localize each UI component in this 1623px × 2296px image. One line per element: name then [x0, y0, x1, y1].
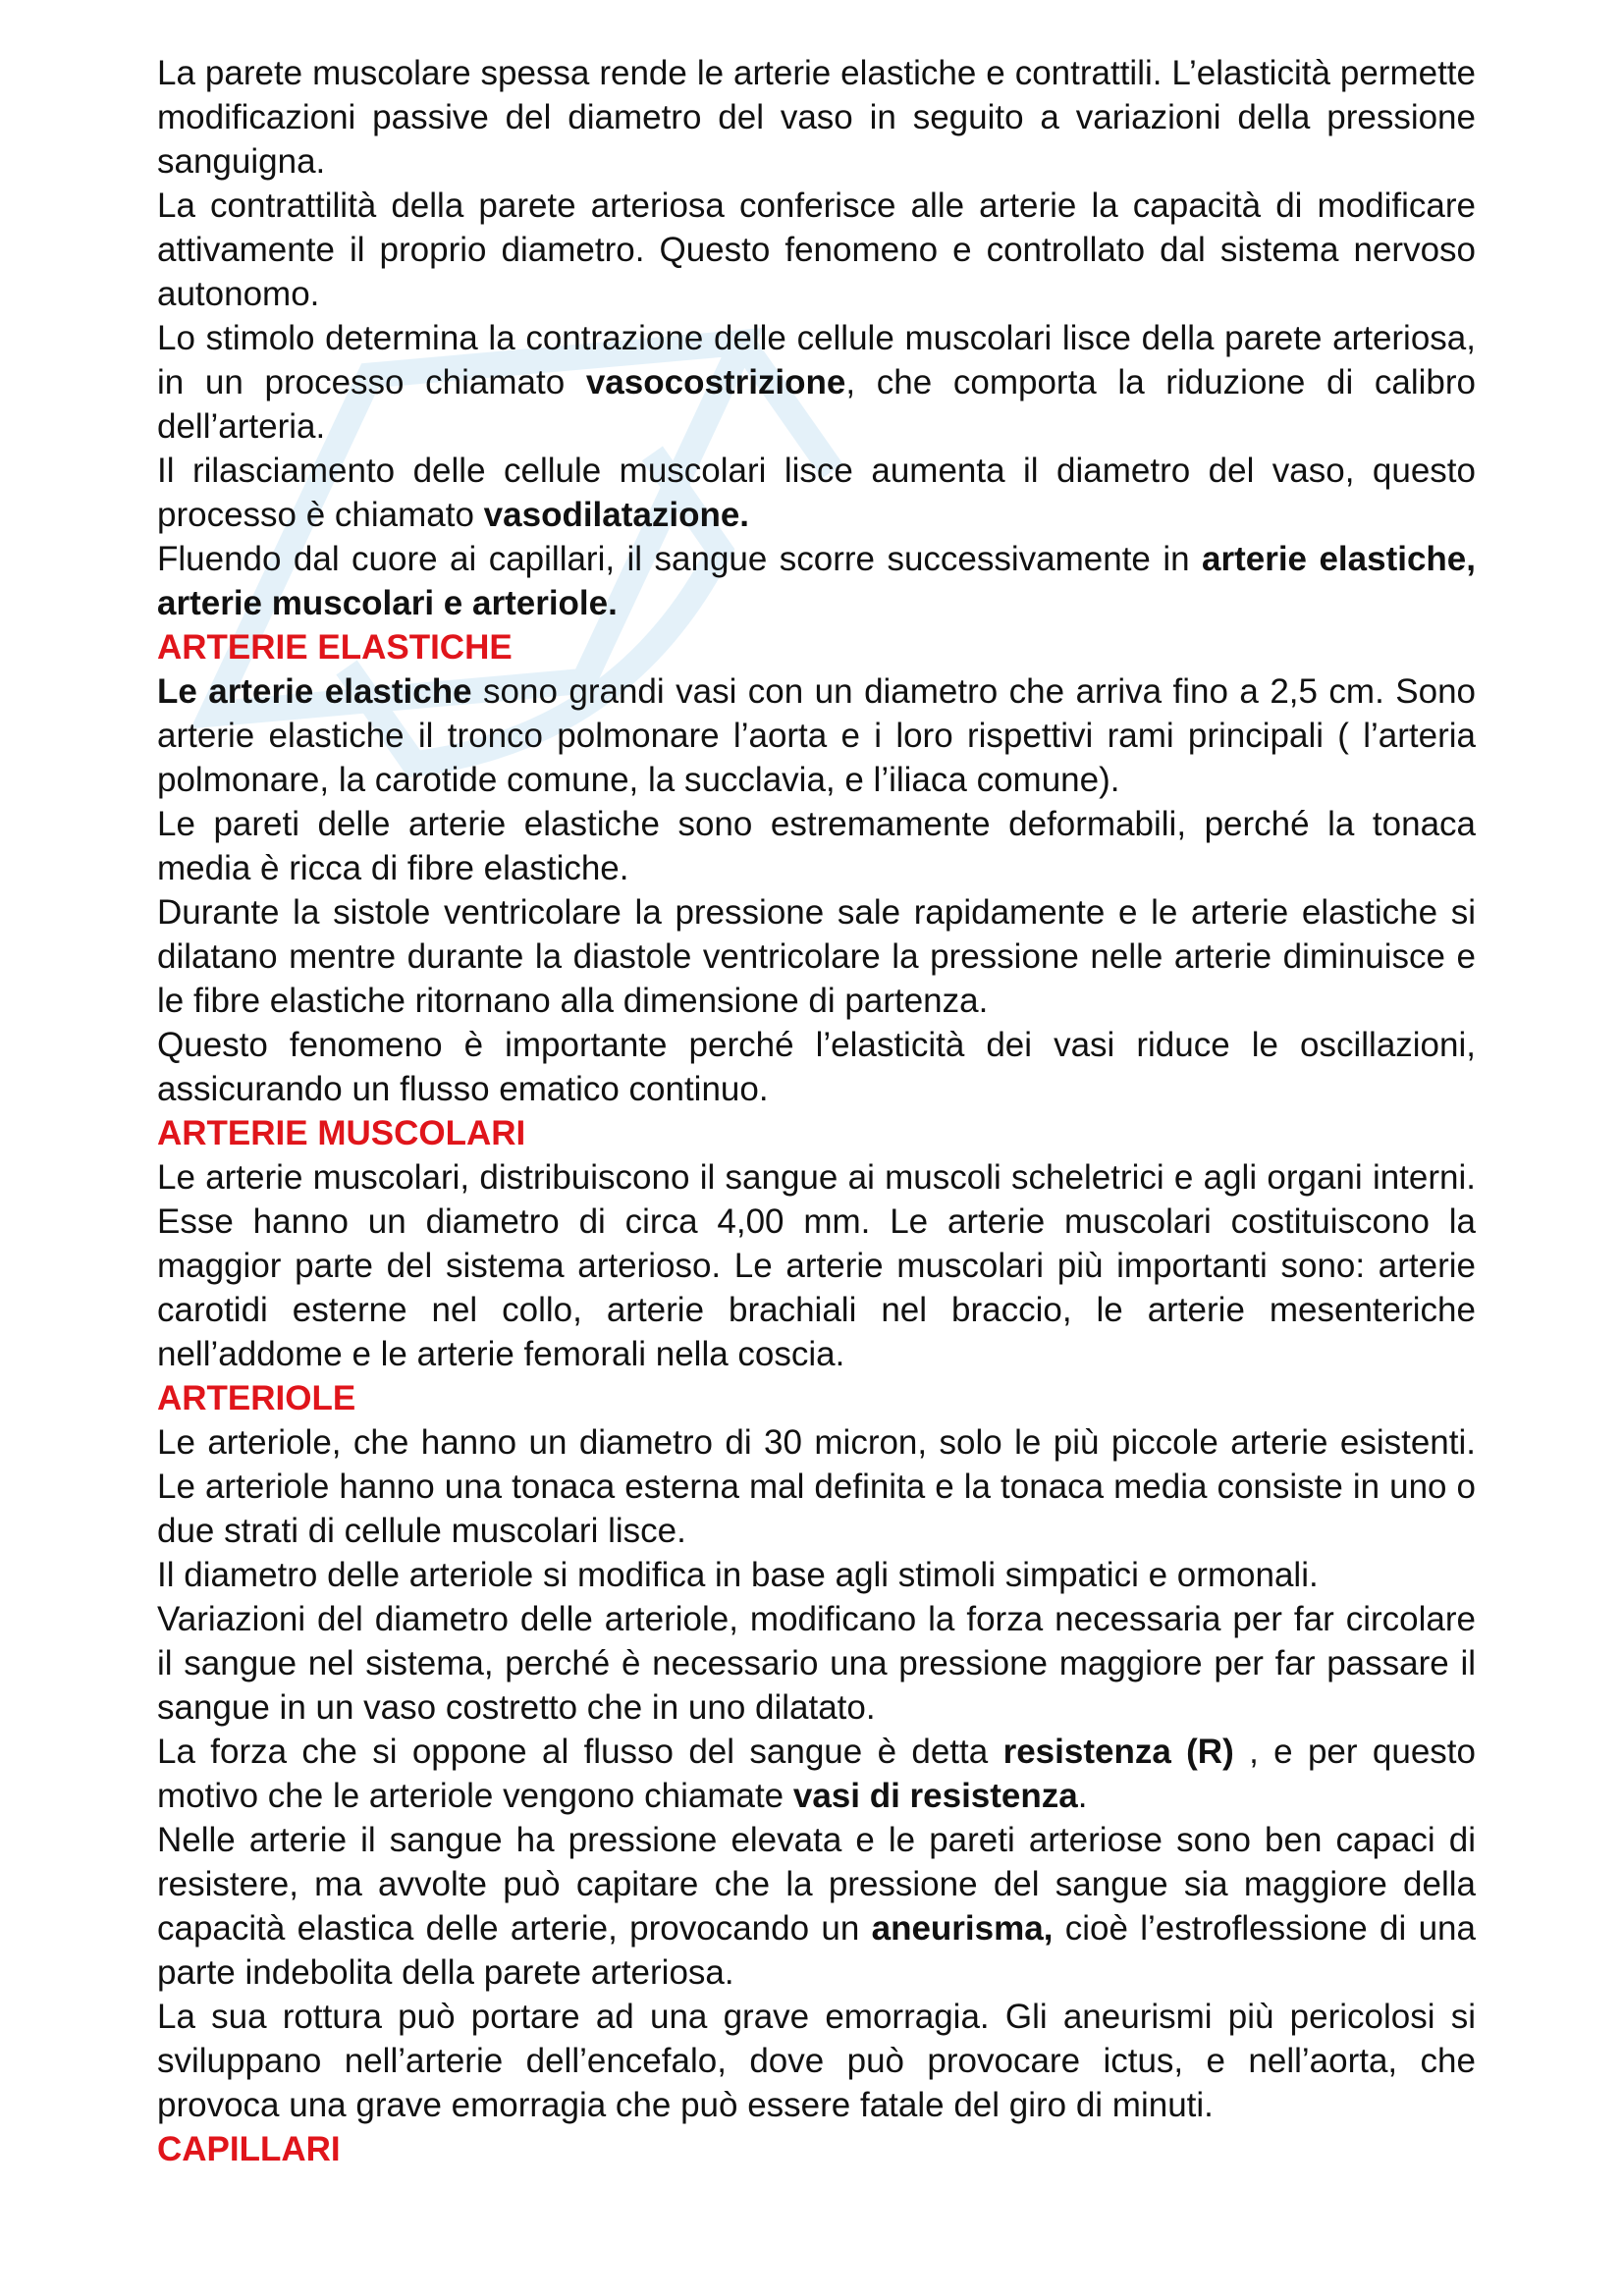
paragraph: [157, 1420, 1476, 1553]
text-run: Le arteriole, che hanno un diametro di 30 micron, solo le più piccole arterie esistenti. Le arteriole hanno una tonaca esterna mal definita e la tonaca media consiste in uno o due strati di cellule muscolari lisce.: [157, 1423, 1476, 1550]
bold-term: Le arterie elastiche: [157, 672, 472, 711]
bold-term: arterie elastiche, arterie muscolari e arteriole.: [157, 540, 1476, 622]
text-run: Variazioni del diametro delle arteriole, modificano la forza necessaria per far circolare il sangue nel sistema, perché è necessario una pressione maggiore per far passare il sangue in un vaso costretto che in uno dilatato.: [157, 1600, 1476, 1727]
paragraph: [157, 537, 1476, 625]
paragraph: [157, 184, 1476, 316]
paragraph: [157, 1995, 1476, 2127]
text-run: La parete muscolare spessa rende le arterie elastiche e contrattili. L’elasticità permette modificazioni passive del diametro del vaso in seguito a variazioni della pressione sanguigna.: [157, 54, 1476, 181]
text-run: Fluendo dal cuore ai capillari, il sangue scorre successivamente in: [157, 540, 1202, 578]
text-run: La contrattilità della parete arteriosa conferisce alle arterie la capacità di modificare attivamente il proprio diametro. Questo fenomeno e controllato dal sistema nervoso autonomo.: [157, 187, 1476, 313]
paragraph: [157, 1730, 1476, 1818]
text-run: , che comporta la riduzione di calibro dell’arteria.: [157, 363, 1477, 446]
text-run: Le pareti delle arterie elastiche sono estremamente deformabili, perché la tonaca media è ricca di fibre elastiche.: [157, 805, 1476, 887]
text-run: Questo fenomeno è importante perché l’elasticità dei vasi riduce le oscillazioni, assicurando un flusso ematico continuo.: [157, 1026, 1476, 1108]
section-heading: ARTERIE ELASTICHE: [157, 628, 513, 667]
text-run: .: [1077, 1777, 1088, 1815]
paragraph: [157, 51, 1476, 184]
text-run: , e per questo motivo che le arteriole vengono chiamate: [157, 1733, 1476, 1815]
text-run: Durante la sistole ventricolare la pressione sale rapidamente e le arterie elastiche si dilatano mentre durante la diastole ventricolare la pressione nelle arterie diminuisce e le fibre elastiche ritornano alla dimensione di partenza.: [157, 893, 1476, 1020]
text-run: Il diametro delle arteriole si modifica in base agli stimoli simpatici e ormonali.: [157, 1556, 1319, 1594]
paragraph: [157, 449, 1476, 537]
section-heading: ARTERIOLE: [157, 1379, 356, 1417]
paragraph: [157, 669, 1476, 802]
text-run: Il rilasciamento delle cellule muscolari lisce aumenta il diametro del vaso, questo processo è chiamato: [157, 452, 1476, 534]
paragraph: [157, 316, 1476, 449]
paragraph: [157, 1597, 1476, 1730]
paragraph: [157, 1553, 1476, 1597]
text-run: Nelle arterie il sangue ha pressione elevata e le pareti arteriose sono ben capaci di resistere, ma avvolte può capitare che la pressione del sangue sia maggiore della capacità elastica delle arterie, provocando un: [157, 1821, 1476, 1948]
text-run: cioè l’estroflessione di una parte indebolita della parete arteriosa.: [157, 1909, 1476, 1992]
paragraph: [157, 1818, 1476, 1995]
paragraph: [157, 890, 1476, 1023]
bold-term: vasi di resistenza: [792, 1777, 1078, 1815]
section-heading: ARTERIE MUSCOLARI: [157, 1114, 526, 1152]
text-run: La forza che si oppone al flusso del sangue è detta: [157, 1733, 1003, 1771]
document-page: [157, 51, 1476, 2171]
section-heading: CAPILLARI: [157, 2130, 341, 2168]
bold-term: resistenza (R): [1002, 1733, 1234, 1771]
text-run: La sua rottura può portare ad una grave emorragia. Gli aneurismi più pericolosi si sviluppano nell’arterie dell’encefalo, dove può provocare ictus, e nell’aorta, che provoca una grave emorragia che può essere fatale del giro di minuti.: [157, 1998, 1476, 2124]
text-run: Le arterie muscolari, distribuiscono il sangue ai muscoli scheletrici e agli organi interni. Esse hanno un diametro di circa 4,00 mm. Le arterie muscolari costituiscono la maggior parte del sistema arterioso. Le arterie muscolari più importanti sono: arterie carotidi esterne nel collo, arterie brachiali nel braccio, le arterie mesenteriche nell’addome e le arterie femorali nella coscia.: [157, 1158, 1476, 1373]
text-run: Lo stimolo determina la contrazione delle cellule muscolari lisce della parete arteriosa, in un processo chiamato: [157, 319, 1476, 401]
paragraph: [157, 1155, 1476, 1376]
paragraph: [157, 802, 1476, 890]
text-run: sono grandi vasi con un diametro che arriva fino a 2,5 cm. Sono arterie elastiche il tronco polmonare l’aorta e i loro rispettivi rami principali ( l’arteria polmonare, la carotide comune, la succlavia, e l’iliaca comune).: [157, 672, 1476, 799]
bold-term: vasodilatazione.: [483, 496, 750, 534]
bold-term: vasocostrizione: [585, 363, 846, 401]
bold-term: aneurisma,: [871, 1909, 1054, 1948]
paragraph: [157, 1023, 1476, 1111]
